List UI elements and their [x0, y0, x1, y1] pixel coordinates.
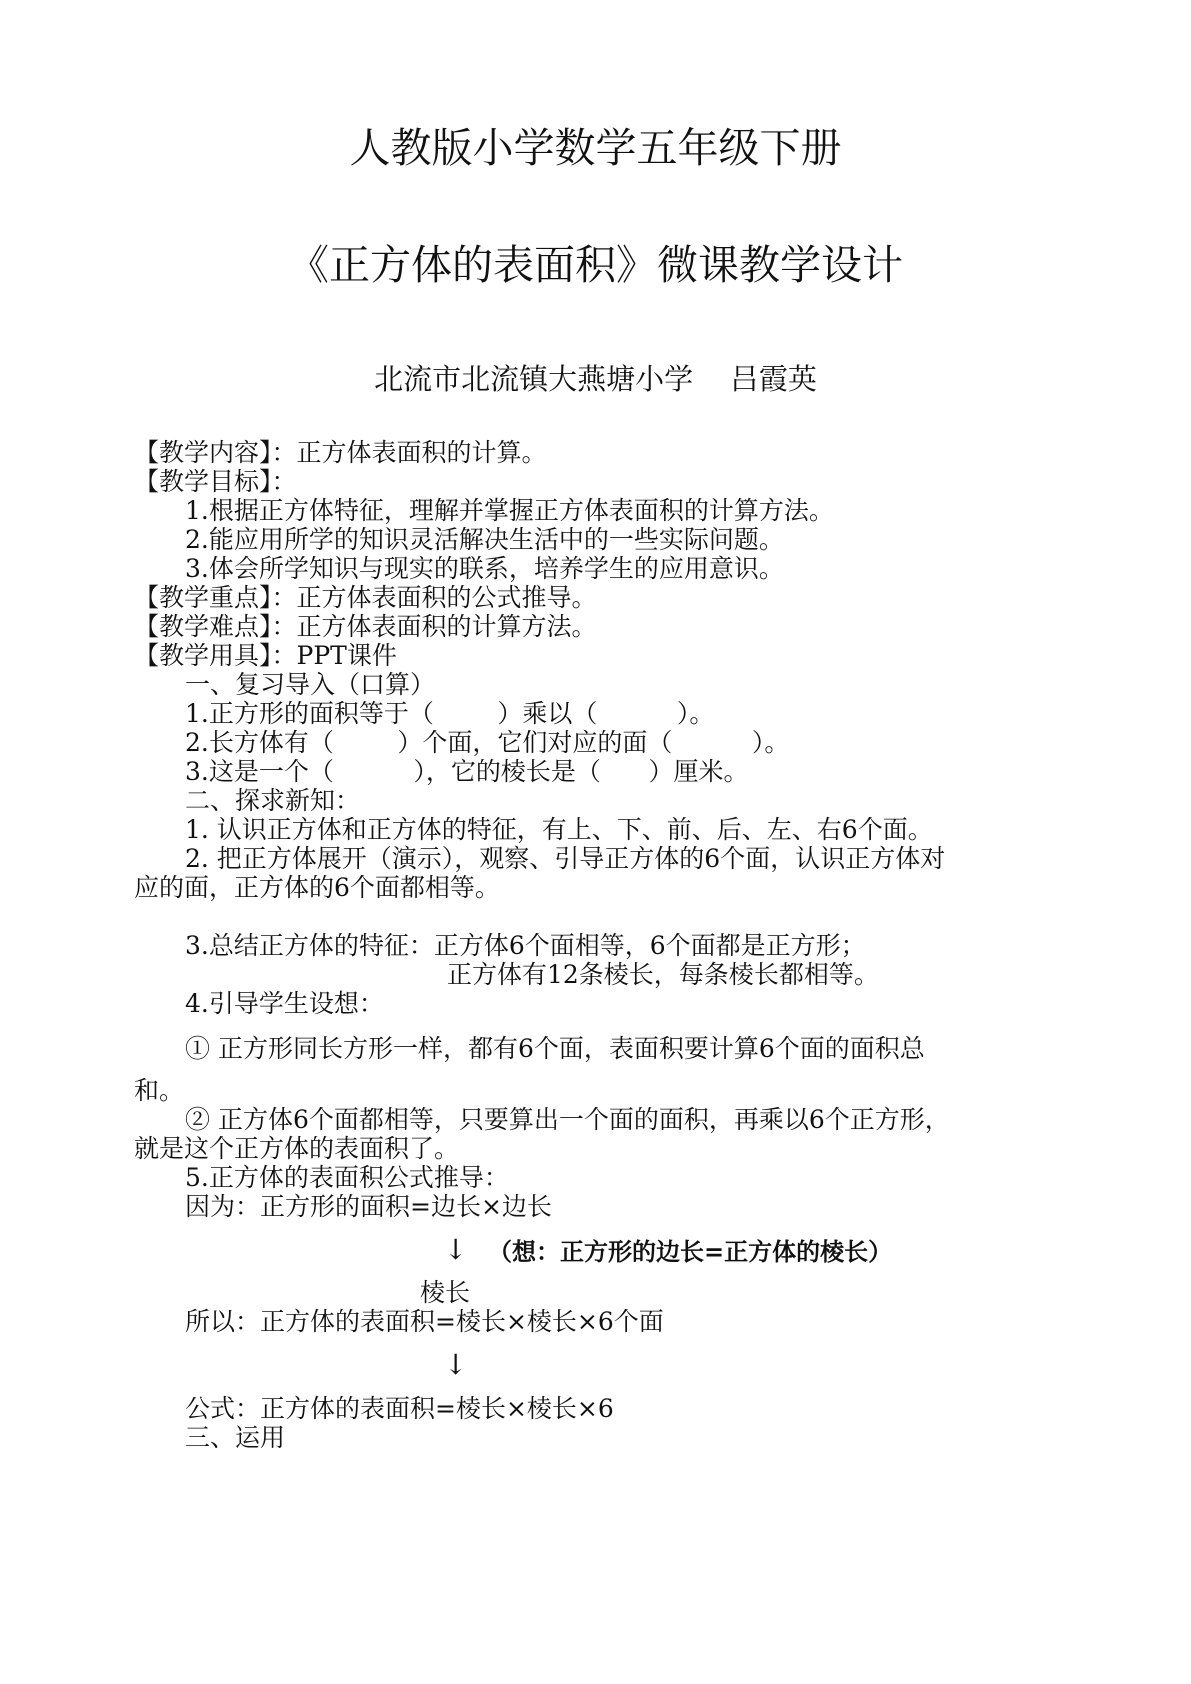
teaching-difficulty: 【教学难点】：正方体表面积的计算方法。	[134, 612, 597, 641]
assumption-item: ① 正方形同长方形一样，都有6个面，表面积要计算6个面的面积总	[185, 1034, 925, 1063]
down-arrow-icon: ↓	[444, 1348, 468, 1381]
explore-item: 2. 把正方体展开（演示），观察、引导正方体的6个面，认识正方体对	[185, 844, 946, 873]
review-question: 2.长方体有（ ）个面，它们对应的面（ ）。	[185, 728, 790, 757]
teaching-tools: 【教学用具】：PPT课件	[134, 641, 397, 670]
section-heading: 三、运用	[185, 1423, 286, 1452]
teaching-key-point: 【教学重点】：正方体表面积的公式推导。	[134, 583, 597, 612]
derivation-because: 因为：正方形的面积=边长×边长	[185, 1192, 552, 1221]
down-arrow-icon: ↓	[444, 1233, 468, 1266]
assumption-item-continued: 和。	[134, 1076, 185, 1105]
explore-item: 3.总结正方体的特征：正方体6个面相等，6个面都是正方形；	[185, 931, 866, 960]
author-line: 北流市北流镇大燕塘小学 吕霞英	[374, 362, 817, 396]
review-question: 3.这是一个（ ），它的棱长是（ ）厘米。	[185, 757, 749, 786]
review-question: 1.正方形的面积等于（ ）乘以（ ）。	[185, 699, 715, 728]
derivation-heading: 5.正方体的表面积公式推导：	[185, 1163, 509, 1192]
goal-item: 2.能应用所学的知识灵活解决生活中的一些实际问题。	[185, 525, 784, 554]
section-heading: 一、复习导入（口算）	[185, 670, 436, 699]
explore-item: 1. 认识正方体和正方体的特征，有上、下、前、后、左、右6个面。	[185, 815, 933, 844]
goal-item: 1.根据正方体特征，理解并掌握正方体表面积的计算方法。	[185, 496, 834, 525]
formula-line: 公式：正方体的表面积=棱长×棱长×6	[185, 1394, 614, 1423]
section-heading: 二、探求新知：	[185, 786, 361, 815]
explore-item-continued: 正方体有12条棱长，每条棱长都相等。	[447, 960, 879, 989]
teaching-goals-heading: 【教学目标】：	[134, 467, 297, 496]
goal-item: 3.体会所学知识与现实的联系，培养学生的应用意识。	[185, 554, 784, 583]
derivation-so: 所以：正方体的表面积=棱长×棱长×6个面	[185, 1307, 664, 1336]
teaching-content: 【教学内容】：正方体表面积的计算。	[134, 438, 547, 467]
edge-label: 棱长	[420, 1278, 471, 1307]
explore-item: 4.引导学生设想：	[185, 989, 384, 1018]
assumption-item-continued: 就是这个正方体的表面积了。	[134, 1134, 460, 1163]
assumption-item: ② 正方体6个面都相等，只要算出一个面的面积，再乘以6个正方形，	[185, 1105, 950, 1134]
think-note: （想：正方形的边长=正方体的棱长）	[488, 1238, 893, 1266]
lesson-title: 《正方体的表面积》微课教学设计	[288, 241, 903, 289]
explore-item-continued: 应的面，正方体的6个面都相等。	[134, 873, 500, 902]
page-title: 人教版小学数学五年级下册	[349, 124, 842, 172]
